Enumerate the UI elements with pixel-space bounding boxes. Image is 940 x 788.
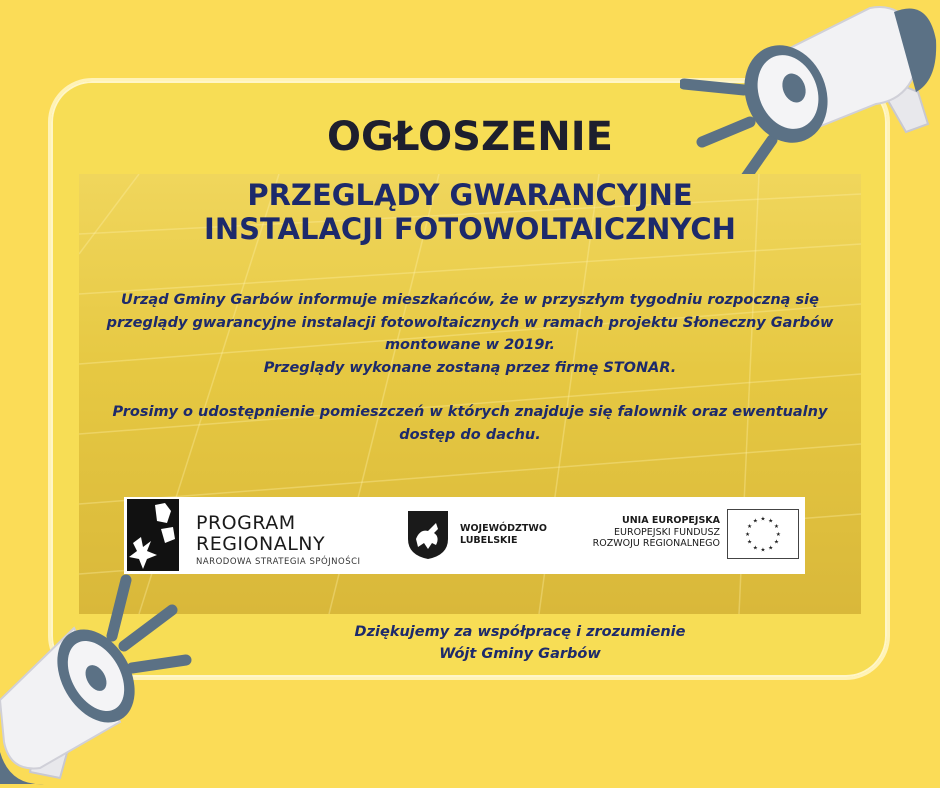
program-regionalny-title — [196, 513, 325, 555]
announcement-footer — [300, 621, 740, 665]
svg-text:★: ★ — [752, 518, 758, 525]
megaphone-bottom-left-icon — [0, 572, 200, 788]
lubelskie-crest-icon — [406, 509, 450, 561]
program-subtitle: NARODOWA STRATEGIA SPÓJNOŚCI — [196, 557, 361, 567]
svg-text:★: ★ — [746, 524, 753, 531]
voivodeship-name — [460, 523, 547, 547]
eu-line-1: UNIA EUROPEJSKA — [622, 515, 720, 526]
svg-text:★: ★ — [768, 518, 774, 525]
body-line-3: montowane w 2019r. — [384, 337, 556, 353]
eu-fund-text — [564, 515, 720, 550]
voivodeship-line-1: WOJEWÓDZTWO — [460, 523, 547, 534]
svg-text:★: ★ — [760, 516, 766, 523]
svg-text:★: ★ — [768, 545, 774, 552]
body-line-5: Prosimy o udostępnienie pomieszczeń w których znajduje się falownik oraz ewentualny — [112, 404, 828, 420]
announcement-subtitle — [79, 178, 861, 246]
body-line-6: dostęp do dachu. — [399, 426, 541, 443]
eu-line-3: ROZWOJU REGIONALNEGO — [592, 538, 720, 549]
body-line-2: przeglądy gwarancyjne instalacji fotowoltaicznych w ramach projektu Słoneczny Garbów — [106, 314, 834, 331]
svg-text:★: ★ — [773, 539, 780, 546]
program-line-2: REGIONALNY — [196, 533, 326, 555]
body-line-4: Przeglądy wykonane zostaną przez firmę STONAR. — [263, 359, 677, 376]
svg-text:★: ★ — [760, 547, 766, 554]
body-line-1: Urząd Gminy Garbów informuje mieszkańców, że w przyszłym tygodniu rozpoczną się — [121, 292, 819, 308]
eu-line-2: EUROPEJSKI FUNDUSZ — [614, 526, 720, 538]
eu-flag-icon — [727, 509, 799, 559]
subtitle-line-2: INSTALACJI FOTOWOLTAICZNYCH — [204, 212, 736, 246]
announcement-body — [90, 289, 850, 446]
footer-line-1: Dziękujemy za współpracę i zrozumienie — [354, 624, 686, 640]
european-funds-logo-icon — [127, 499, 179, 571]
svg-text:★: ★ — [752, 545, 758, 552]
program-line-1: PROGRAM — [196, 512, 296, 534]
funding-logos-bar — [124, 497, 805, 574]
svg-text:★: ★ — [773, 524, 780, 531]
page-title: OGŁOSZENIE — [327, 114, 613, 160]
svg-text:★: ★ — [745, 531, 751, 538]
svg-text:★: ★ — [775, 531, 781, 538]
subtitle-line-1: PRZEGLĄDY GWARANCYJNE — [247, 178, 693, 212]
svg-text:★: ★ — [746, 539, 753, 546]
footer-line-2: Wójt Gminy Garbów — [439, 646, 601, 662]
voivodeship-line-2: LUBELSKIE — [460, 535, 518, 546]
megaphone-top-right-icon — [680, 0, 940, 190]
